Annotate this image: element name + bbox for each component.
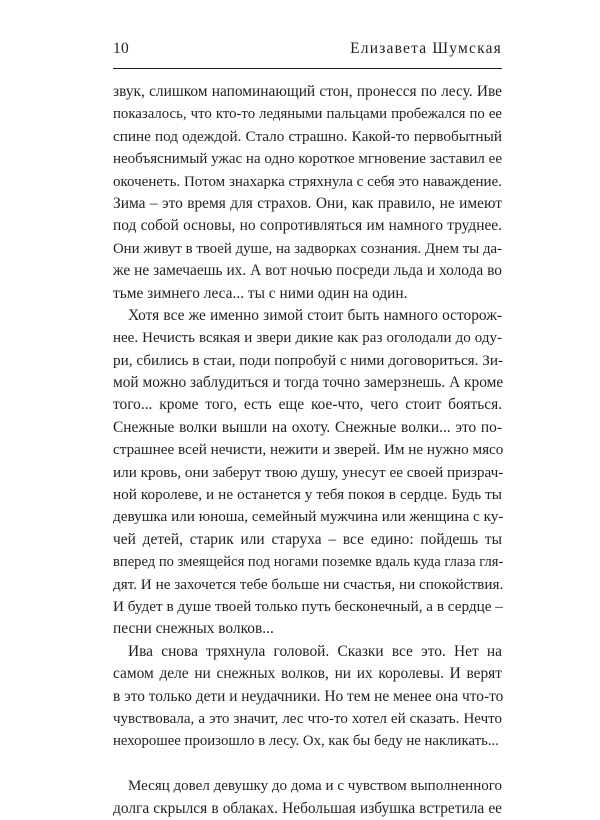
- text-line: необъяснимый ужас на одно короткое мгновение заставил ее: [113, 151, 502, 168]
- text-line: вперед по змеящейся под ногами поземке вдаль куда глаза гля-: [113, 554, 504, 571]
- text-line: Месяц довел девушку до дома и с чувством выполненного: [128, 778, 502, 795]
- text-line: самом деле ни снежных волков, ни их королевы. И верят: [113, 665, 502, 683]
- text-line: долга скрылся в облаках. Небольшая избушка встретила ее: [113, 799, 502, 817]
- text-line: показалось, что кто-то ледяными пальцами пробежался по ее: [113, 106, 502, 123]
- text-line: нее. Нечисть всякая и звери дикие как раз оголодали до оду-: [113, 330, 502, 347]
- text-line: нехорошее произошло в лесу. Ох, как бы беду не накликать...: [113, 733, 499, 750]
- text-line: ри, сбились в стаи, поди попробуй с ними договориться. Зи-: [113, 351, 504, 369]
- text-line: спине под одеждой. Стало страшно. Какой-то первобытный: [113, 127, 502, 145]
- text-line: Зима – это время для страхов. Они, как правило, не имеют: [113, 194, 502, 212]
- author-name: Елизавета Шумская: [350, 40, 502, 57]
- text-line: И будет в душе твоей только путь бесконечный, а в сердце –: [113, 597, 503, 615]
- paragraph: [113, 305, 502, 641]
- text-line: песни снежных волков...: [113, 620, 274, 638]
- text-line: девушка или юноша, семейный мужчина или женщина с ку-: [113, 508, 504, 526]
- text-line: дят. И не захочется тебе больше ни счастья, ни спокойствия.: [113, 575, 504, 593]
- text-line: того... кроме того, есть еще кое-что, чего стоит бояться.: [113, 396, 502, 414]
- text-line: же не замечаешь их. А вот ночью посреди льда и холода во: [113, 262, 502, 280]
- text-line: ной королеве, и не останется у тебя покоя в сердце. Будь ты: [113, 486, 502, 504]
- section-break: [113, 753, 502, 775]
- text-line: чей детей, старик или старуха – все едино: пойдешь ты: [113, 530, 502, 548]
- paragraph: [113, 81, 502, 305]
- text-line: страшнее всей нечисти, нежити и зверей. Им не нужно мясо: [113, 441, 504, 459]
- text-line: мой можно заблудиться и тогда точно замерзнешь. А кроме: [113, 374, 504, 392]
- text-line: Ива снова тряхнула головой. Сказки все это. Нет на: [128, 642, 502, 660]
- paragraph: [113, 641, 502, 753]
- text-line: окоченеть. Потом знахарка стряхнула с себя это наваждение.: [113, 173, 502, 190]
- text-line: чувствовала, а это значит, лес что-то хотел ей сказать. Нечто: [113, 710, 502, 727]
- text-line: Они живут в твоей душе, на задворках сознания. Днем ты да-: [113, 240, 502, 257]
- text-line: Хотя все же именно зимой стоит быть намного осторож-: [128, 306, 502, 324]
- text-line: в это только дети и неудачники. Но тем не менее она что-то: [113, 687, 504, 705]
- running-head: [113, 40, 502, 62]
- body-text: [113, 81, 502, 820]
- text-line: тьме зимнего леса... ты с ними один на один.: [113, 284, 408, 302]
- header-rule: [113, 68, 502, 69]
- text-line: или кровь, они заберут твою душу, унесут ее своей призрач-: [113, 463, 504, 481]
- page-number: 10: [113, 40, 130, 57]
- text-line: под собой основы, но сопротивляться им намного труднее.: [113, 217, 502, 235]
- text-line: Снежные волки вышли на охоту. Снежные волки... это по-: [113, 418, 502, 436]
- text-line: звук, слишком напоминающий стон, пронесся по лесу. Иве: [113, 83, 502, 100]
- book-page: [113, 40, 502, 820]
- paragraph: [113, 775, 502, 820]
